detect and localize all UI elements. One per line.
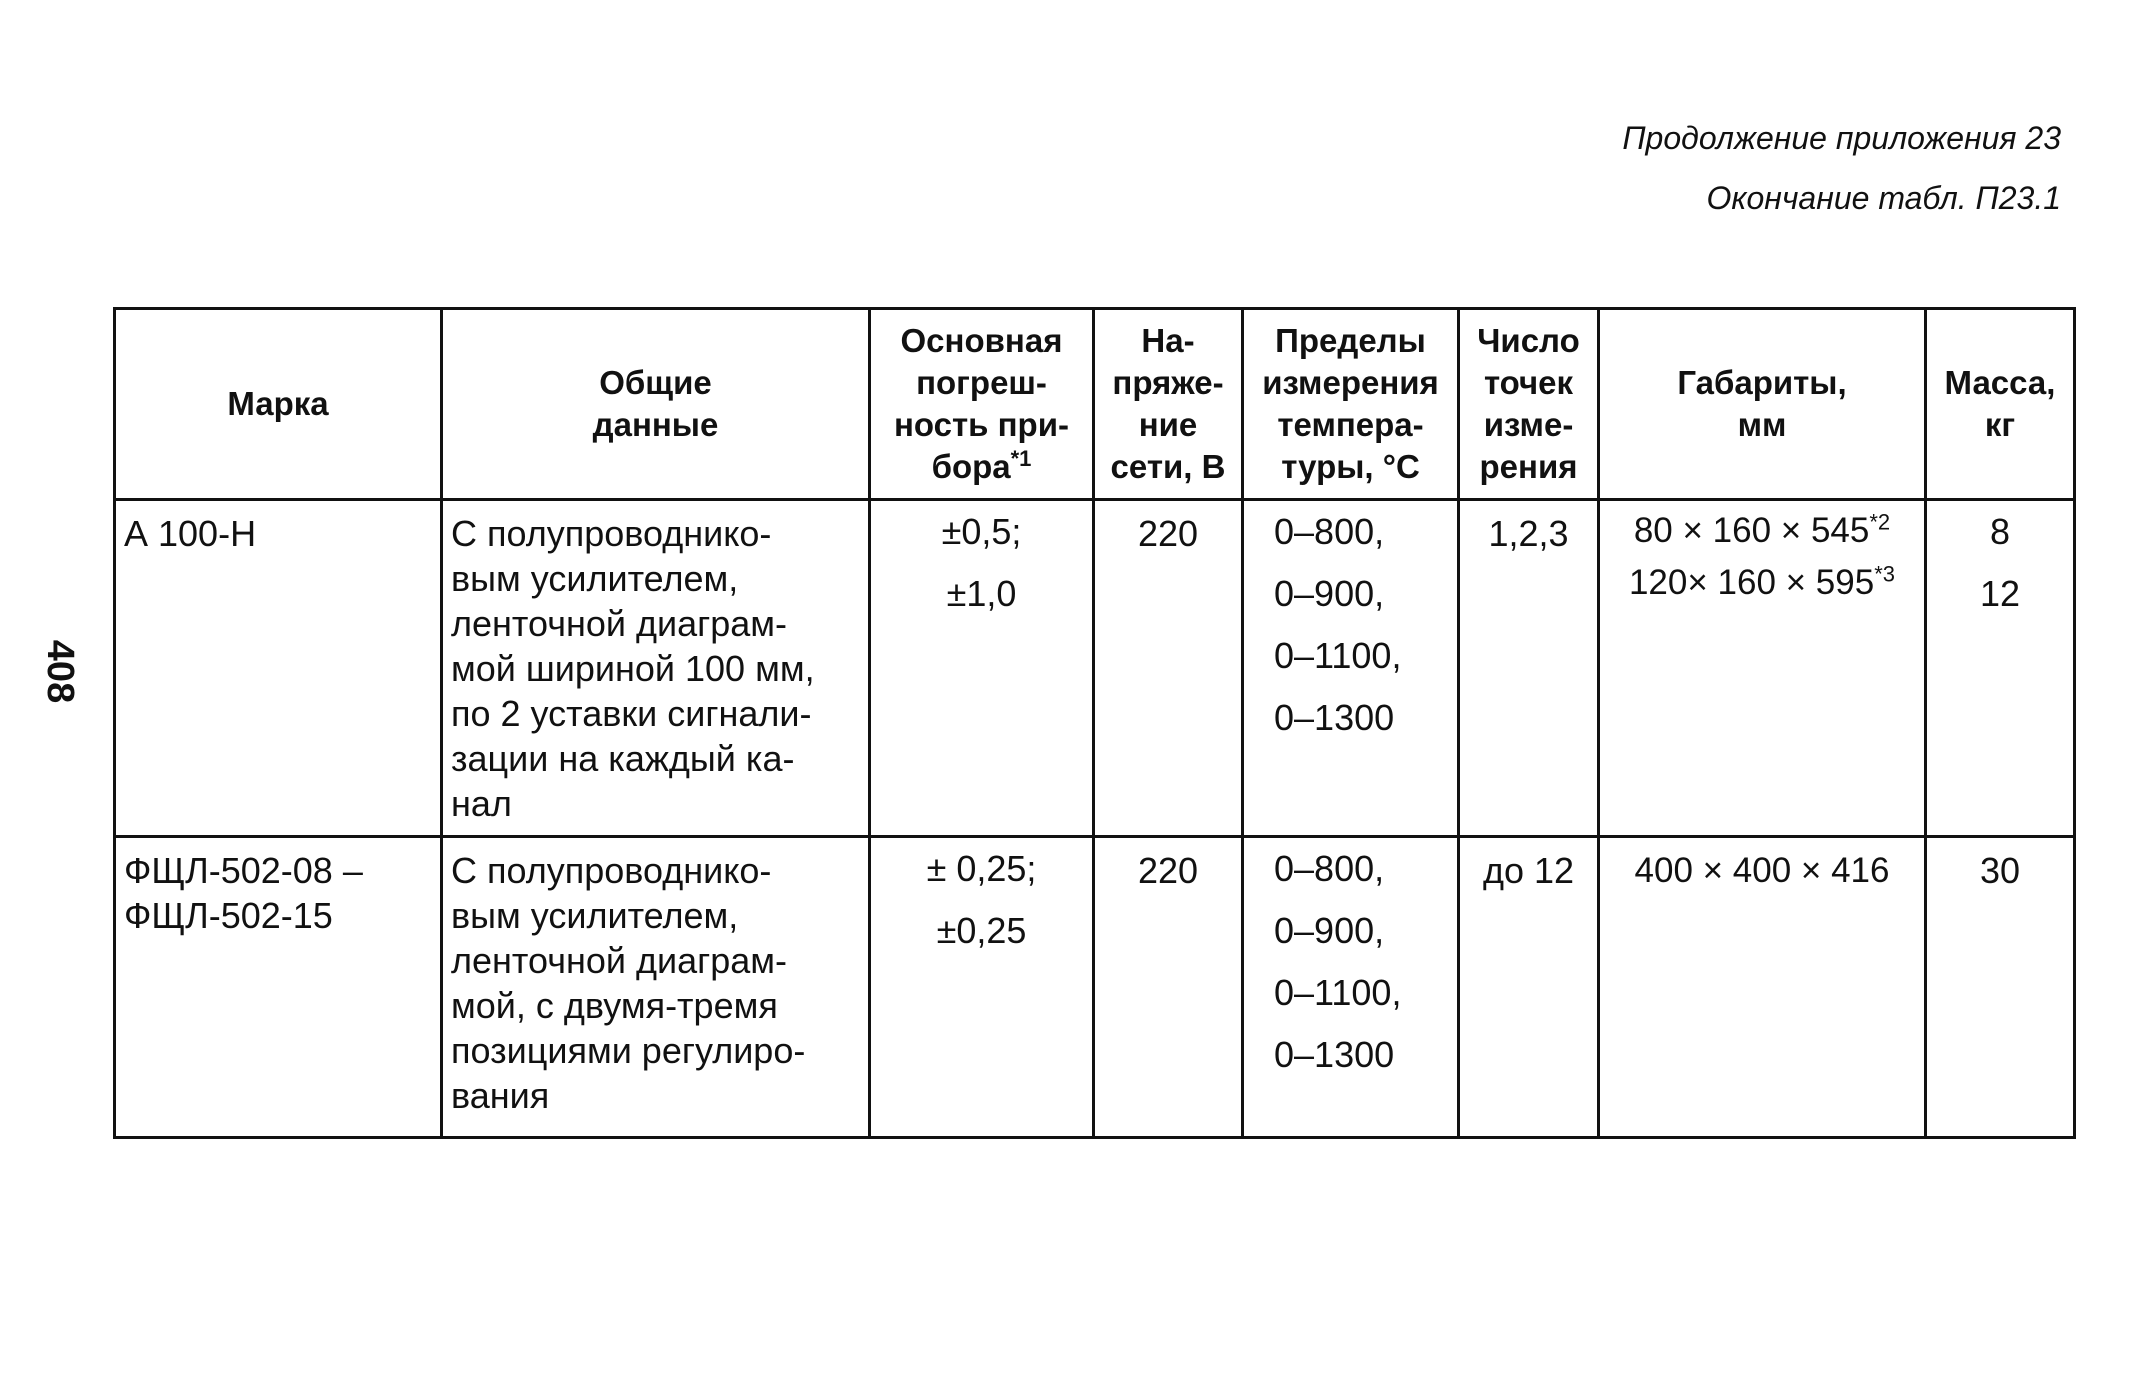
- cell-voltage-text: 220: [1137, 513, 1199, 554]
- cell-mass: [1926, 500, 2075, 837]
- cell-voltage: [1094, 500, 1243, 837]
- header-temperature-range: Пределы измерения темпера- туры, °С: [1243, 309, 1459, 500]
- cell-temperature-range-text: 0–800, 0–900, 0–1100, 0–1300: [1274, 848, 1402, 1075]
- header-basic-error-text: Основная погреш- ность при- бора: [894, 322, 1069, 485]
- header-dimensions: Габариты, мм: [1599, 309, 1926, 500]
- cell-mass-text: 8 12: [1979, 511, 2021, 614]
- cell-measurement-points: [1459, 837, 1599, 1138]
- appendix-continuation-caption: Продолжение приложения 23: [1622, 120, 2061, 156]
- cell-temperature-range-text: 0–800, 0–900, 0–1100, 0–1300: [1274, 511, 1402, 738]
- footnote-mark: *3: [1874, 561, 1896, 587]
- cell-dimensions: [1599, 837, 1926, 1138]
- table-row: [115, 837, 2075, 1138]
- cell-temperature-range: [1243, 500, 1459, 837]
- cell-voltage: [1094, 837, 1243, 1138]
- cell-basic-error: [870, 500, 1094, 837]
- cell-temperature-range: [1243, 837, 1459, 1138]
- cell-marka-text: ФЩЛ-502-08 – ФЩЛ-502-15: [124, 850, 363, 936]
- cell-measurement-points-text: 1,2,3: [1488, 513, 1569, 554]
- footnote-mark: *2: [1869, 509, 1891, 535]
- table-header-row: [115, 309, 2075, 500]
- cell-general-data: [442, 500, 870, 837]
- cell-dimensions-text: [1600, 501, 1924, 617]
- header-marka: Марка: [115, 309, 442, 500]
- cell-voltage-text: 220: [1137, 850, 1199, 891]
- cell-marka-text: А 100-Н: [124, 513, 257, 554]
- dimensions-variant-2: 120× 160 × 595: [1628, 563, 1875, 602]
- cell-mass-text: 30: [1979, 850, 2021, 891]
- cell-basic-error: [870, 837, 1094, 1138]
- cell-measurement-points-text: до 12: [1482, 850, 1575, 891]
- cell-general-data: [442, 837, 870, 1138]
- table-end-caption: Окончание табл. П23.1: [1706, 180, 2061, 216]
- cell-mass: [1926, 837, 2075, 1138]
- dimensions-variant-1: 80 × 160 × 545: [1633, 511, 1870, 550]
- header-general-data: Общие данные: [442, 309, 870, 500]
- cell-basic-error-text: ± 0,25; ±0,25: [926, 848, 1037, 951]
- header-basic-error: [870, 309, 1094, 500]
- instrument-spec-table: [113, 307, 2076, 1139]
- header-voltage: На- пряже- ние сети, В: [1094, 309, 1243, 500]
- table-row: [115, 500, 2075, 837]
- cell-marka: [115, 500, 442, 837]
- cell-dimensions: [1599, 500, 1926, 837]
- cell-basic-error-text: ±0,5; ±1,0: [941, 511, 1022, 614]
- footnote-mark: *1: [1010, 446, 1032, 471]
- header-mass: Масса, кг: [1926, 309, 2075, 500]
- cell-dimensions-text: 400 × 400 × 416: [1634, 851, 1890, 890]
- page-number: 408: [39, 639, 82, 704]
- header-measurement-points: Число точек изме- рения: [1459, 309, 1599, 500]
- cell-general-data-text: С полупроводнико- вым усилителем, ленточной диаграм- мой, с двумя-тремя позициями регулиро- вания: [451, 850, 806, 1116]
- cell-general-data-text: С полупроводнико- вым усилителем, ленточной диаграм- мой шириной 100 мм, по 2 уставки сигнали- зации на каждый ка- нал: [451, 513, 815, 824]
- cell-marka: [115, 837, 442, 1138]
- cell-measurement-points: [1459, 500, 1599, 837]
